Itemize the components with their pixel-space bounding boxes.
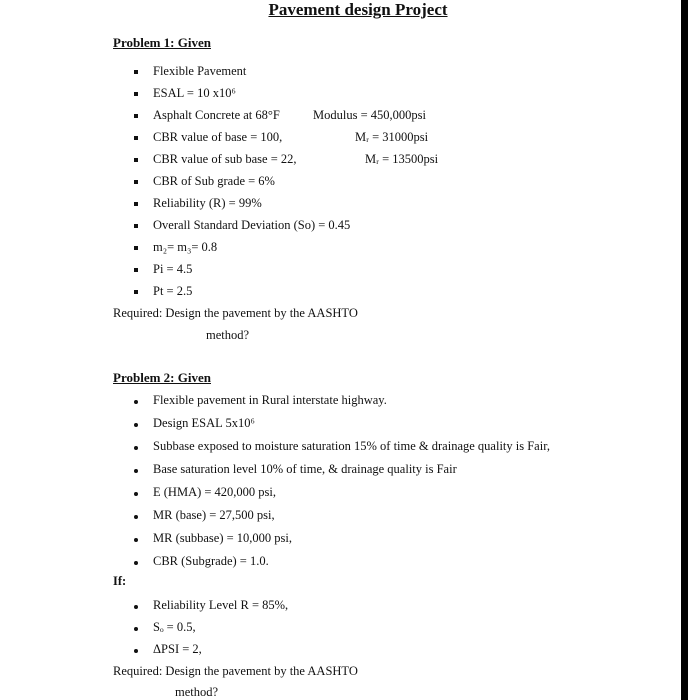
bullet-square-icon (134, 290, 138, 294)
bullet-square-icon (134, 202, 138, 206)
problem2-item: Subbase exposed to moisture saturation 15% of time & drainage quality is Fair, (153, 439, 550, 453)
if-label: If: (113, 574, 127, 588)
problem2-required: Required: Design the pavement by the AASHTO (113, 664, 358, 678)
page-title: Pavement design Project (268, 0, 448, 19)
bullet-square-icon (134, 136, 138, 140)
problem2-item: MR (subbase) = 10,000 psi, (153, 531, 292, 545)
bullet-dot-icon (134, 469, 138, 473)
problem1-required-cont: method? (206, 328, 250, 342)
problem1-item: CBR value of sub base = 22, (153, 152, 297, 166)
bullet-square-icon (134, 158, 138, 162)
bullet-square-icon (134, 180, 138, 184)
problem2-if-item: ΔPSI = 2, (153, 642, 202, 656)
problem1-item: m₂= m₃= 0.8 (153, 240, 218, 254)
bullet-dot-icon (134, 423, 138, 427)
problem1-item: Pi = 4.5 (153, 262, 193, 276)
problem2-item: Flexible pavement in Rural interstate highway. (153, 393, 387, 407)
problem2-item: Base saturation level 10% of time, & drainage quality is Fair (153, 462, 457, 476)
modulus-ac-value: Modulus = 450,000psi (313, 108, 426, 122)
bullet-dot-icon (134, 515, 138, 519)
problem2-heading: Problem 2: Given (113, 370, 211, 385)
problem1-item: Pt = 2.5 (153, 284, 193, 298)
bullet-square-icon (134, 114, 138, 118)
bullet-square-icon (134, 268, 138, 272)
bullet-dot-icon (134, 538, 138, 542)
bullet-square-icon (134, 224, 138, 228)
bullet-square-icon (134, 70, 138, 74)
problem1-heading: Problem 1: Given (113, 35, 211, 50)
bullet-dot-icon (134, 649, 138, 653)
problem1-item: Asphalt Concrete at 68°F (153, 108, 280, 122)
problem2-if-item: Sₒ = 0.5, (153, 620, 196, 634)
mr-subbase-value: Mᵣ = 13500psi (365, 152, 439, 166)
problem1-item: Reliability (R) = 99% (153, 196, 262, 210)
bullet-dot-icon (134, 492, 138, 496)
bullet-square-icon (134, 92, 138, 96)
problem2-item: CBR (Subgrade) = 1.0. (153, 554, 269, 568)
problem1-item: Flexible Pavement (153, 64, 247, 78)
problem1-item: Overall Standard Deviation (So) = 0.45 (153, 218, 351, 232)
problem1-item: ESAL = 10 x10⁶ (153, 86, 236, 100)
problem2-if-item: Reliability Level R = 85%, (153, 598, 289, 612)
problem2-required-cont: method? (175, 685, 219, 699)
mr-base-value: Mᵣ = 31000psi (355, 130, 429, 144)
bullet-dot-icon (134, 561, 138, 565)
problem2-item: E (HMA) = 420,000 psi, (153, 485, 277, 499)
bullet-dot-icon (134, 446, 138, 450)
problem1-item: CBR of Sub grade = 6% (153, 174, 275, 188)
bullet-dot-icon (134, 627, 138, 631)
bullet-dot-icon (134, 400, 138, 404)
problem2-item: MR (base) = 27,500 psi, (153, 508, 275, 522)
problem2-item: Design ESAL 5x10⁶ (153, 416, 255, 430)
bullet-square-icon (134, 246, 138, 250)
problem1-required: Required: Design the pavement by the AASHTO (113, 306, 358, 320)
bullet-dot-icon (134, 605, 138, 609)
problem1-item: CBR value of base = 100, (153, 130, 283, 144)
